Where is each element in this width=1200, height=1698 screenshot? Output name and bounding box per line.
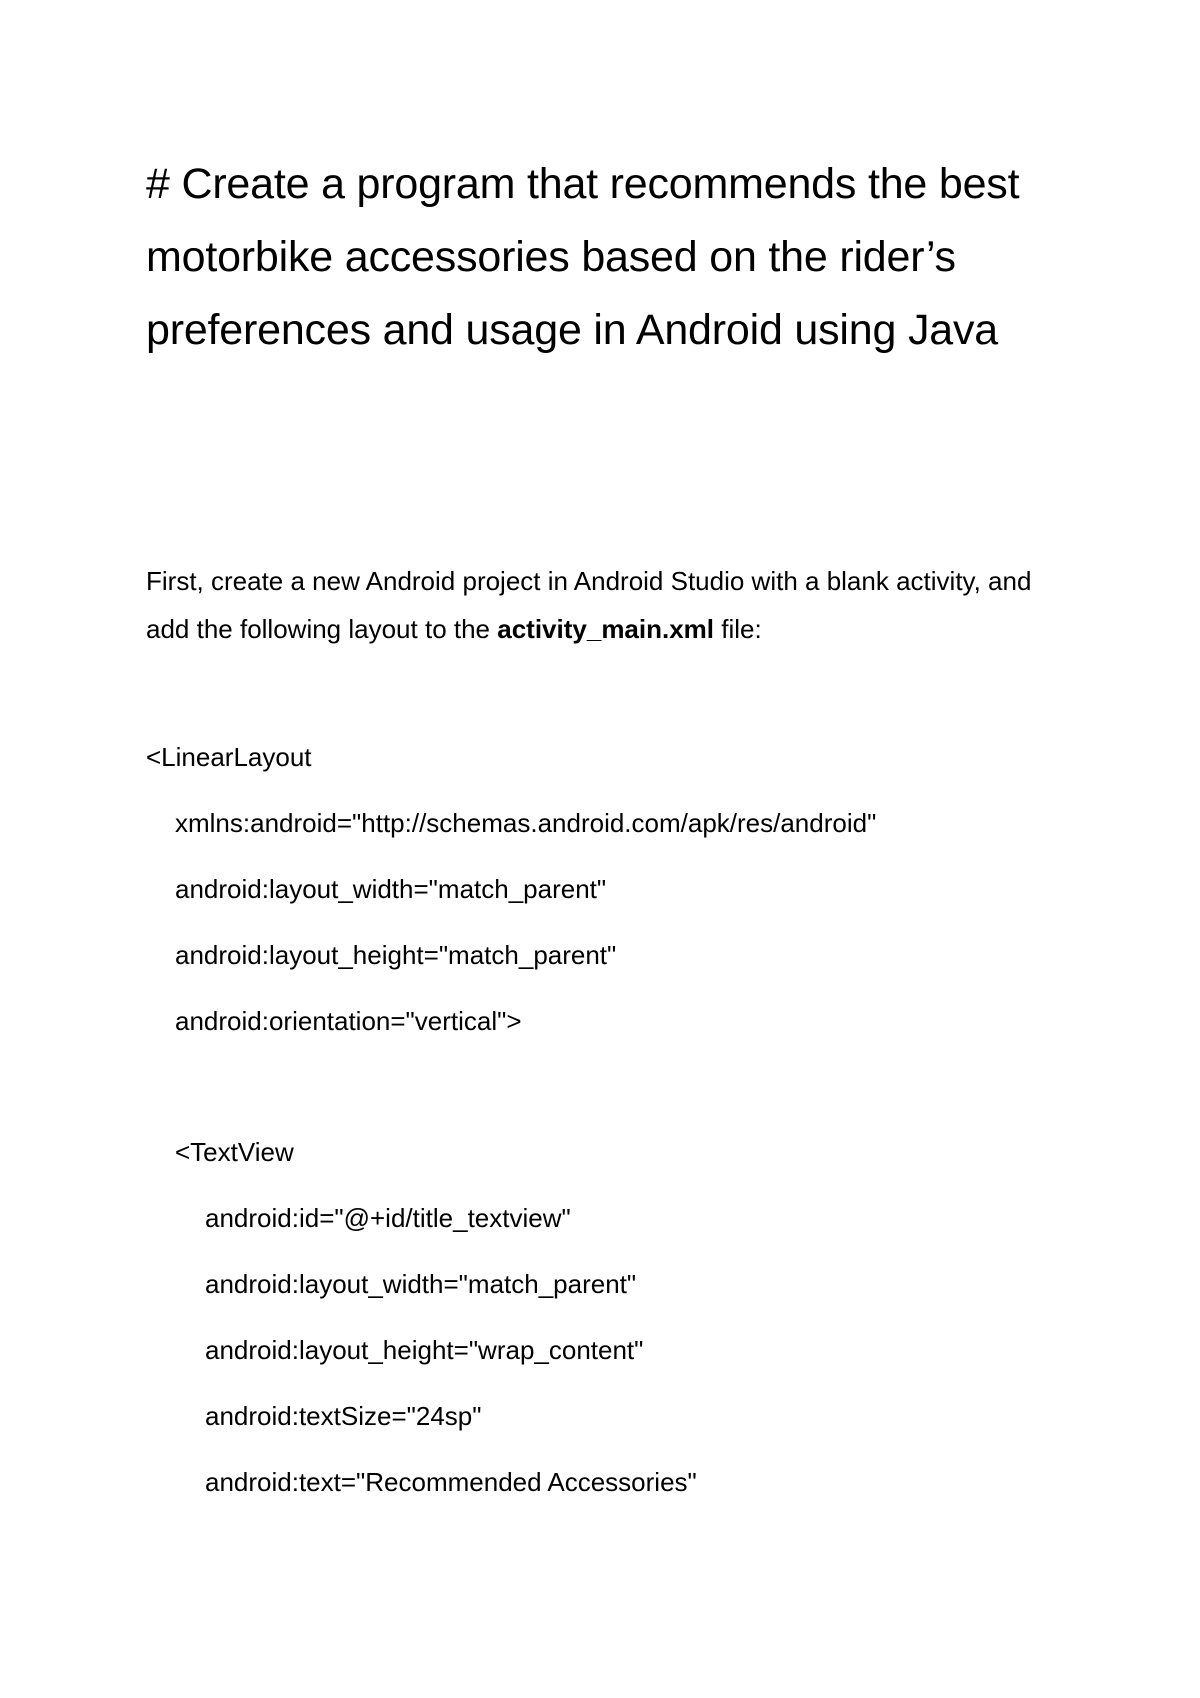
code-line-textview-text: android:text="Recommended Accessories" (205, 1467, 697, 1497)
code-line-textview-open: <TextView (175, 1137, 294, 1167)
document-heading: # Create a program that recommends the best motorbike accessories based on the rider’s preferences and usage in Android using Java (146, 160, 1020, 354)
intro-paragraph (146, 557, 1066, 653)
code-line-layout-height: android:layout_height="match_parent" (175, 940, 617, 970)
intro-filename: activity_main.xml (497, 614, 715, 644)
code-line-linearlayout-open: <LinearLayout (146, 742, 312, 772)
code-line-orientation: android:orientation="vertical"> (175, 1006, 522, 1036)
code-line-textview-height: android:layout_height="wrap_content" (205, 1335, 644, 1365)
code-line-textview-textsize: android:textSize="24sp" (205, 1401, 482, 1431)
code-line-layout-width: android:layout_width="match_parent" (175, 874, 607, 904)
intro-text-end: file: (714, 614, 762, 644)
intro-text-start: First, create a new Android project in Android Studio with a blank activity, and add the following layout to the (146, 566, 1032, 644)
code-line-textview-id: android:id="@+id/title_textview" (205, 1203, 571, 1233)
code-line-xmlns: xmlns:android="http://schemas.android.com/apk/res/android" (175, 808, 877, 838)
code-line-textview-width: android:layout_width="match_parent" (205, 1269, 637, 1299)
